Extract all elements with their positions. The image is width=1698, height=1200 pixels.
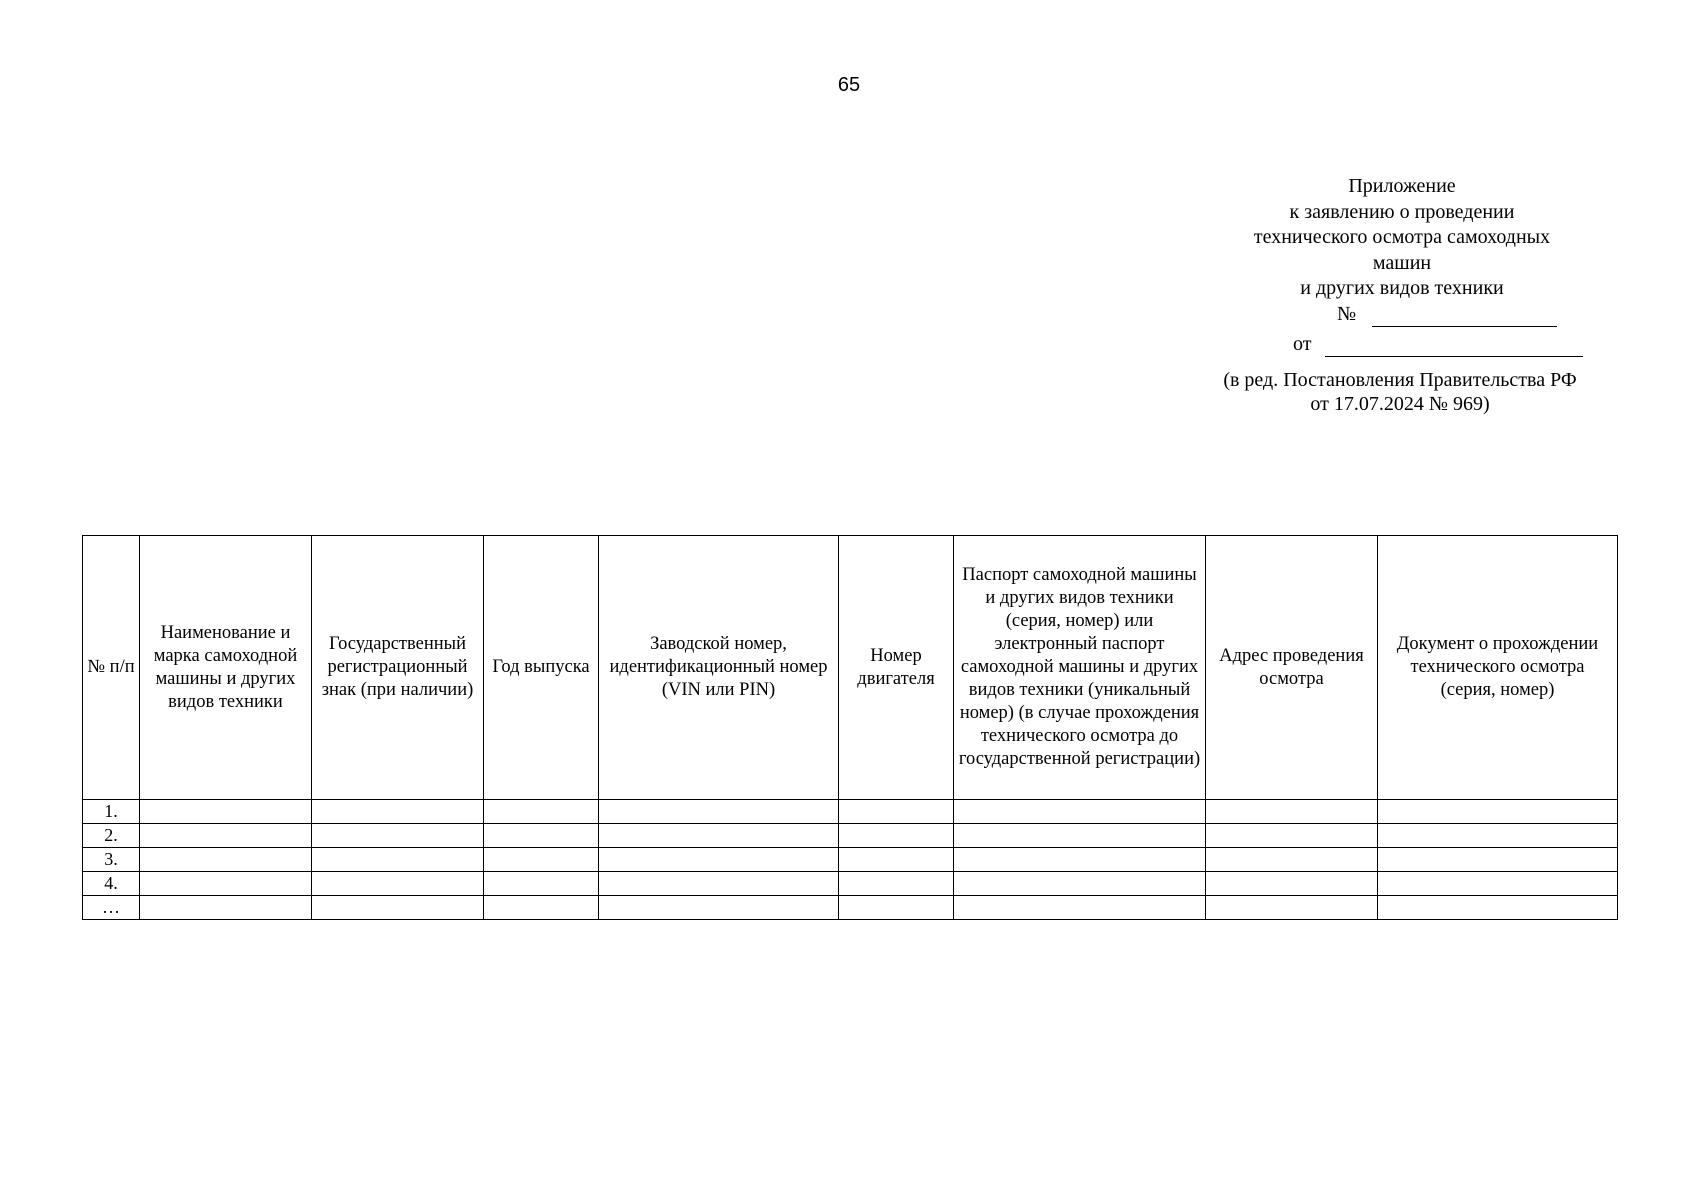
- table-cell[interactable]: [312, 872, 484, 896]
- date-label: от: [1293, 332, 1312, 355]
- table-cell[interactable]: [599, 848, 839, 872]
- table-cell[interactable]: [1206, 896, 1378, 920]
- row-number: 3.: [83, 848, 140, 872]
- table-cell[interactable]: [839, 896, 954, 920]
- edition-note-line-1: (в ред. Постановления Правительства РФ: [1223, 369, 1577, 391]
- table-cell[interactable]: [312, 848, 484, 872]
- table-cell[interactable]: [599, 800, 839, 824]
- table-cell[interactable]: [140, 848, 312, 872]
- header-factory-number: Заводской номер, идентификационный номер (VIN или PIN): [599, 536, 839, 800]
- header-year: Год выпуска: [484, 536, 599, 800]
- table-cell[interactable]: [1378, 896, 1618, 920]
- row-number: 1.: [83, 800, 140, 824]
- table-cell[interactable]: [140, 872, 312, 896]
- header-inspection-document: Документ о прохождении технического осмотра (серия, номер): [1378, 536, 1618, 800]
- table-cell[interactable]: [954, 848, 1206, 872]
- edition-note: [1208, 368, 1592, 416]
- table-cell[interactable]: [1378, 848, 1618, 872]
- table-cell[interactable]: [484, 848, 599, 872]
- number-label: №: [1337, 302, 1357, 325]
- table-row: [83, 848, 1618, 872]
- table-row: [83, 800, 1618, 824]
- header-registration-plate: Государственный регистрационный знак (при наличии): [312, 536, 484, 800]
- table-header-row: [83, 536, 1618, 800]
- table-cell[interactable]: [1206, 848, 1378, 872]
- table-cell[interactable]: [484, 824, 599, 848]
- table-cell[interactable]: [1378, 800, 1618, 824]
- row-number: 2.: [83, 824, 140, 848]
- edition-note-line-2: от 17.07.2024 № 969): [1310, 393, 1490, 415]
- table-cell[interactable]: [839, 848, 954, 872]
- header-engine-number: Номер двигателя: [839, 536, 954, 800]
- table-cell[interactable]: [312, 824, 484, 848]
- table-cell[interactable]: [140, 896, 312, 920]
- appendix-line-4: машин: [1372, 251, 1432, 274]
- table-cell[interactable]: [599, 872, 839, 896]
- table-cell[interactable]: [599, 824, 839, 848]
- appendix-date-field: [1212, 332, 1592, 362]
- table-cell[interactable]: [954, 800, 1206, 824]
- table-cell[interactable]: [954, 872, 1206, 896]
- table-cell[interactable]: [484, 800, 599, 824]
- header-inspection-address: Адрес проведения осмотра: [1206, 536, 1378, 800]
- table-cell[interactable]: [140, 800, 312, 824]
- header-vehicle-name: Наименование и марка самоходной машины и других видов техники: [140, 536, 312, 800]
- table-cell[interactable]: [1206, 824, 1378, 848]
- table-row: [83, 872, 1618, 896]
- appendix-line-5: и других видов техники: [1300, 277, 1504, 299]
- header-number: № п/п: [83, 536, 140, 800]
- number-underline: [1372, 326, 1557, 327]
- appendix-title: Приложение: [1348, 175, 1456, 197]
- table-cell[interactable]: [1206, 800, 1378, 824]
- table-cell[interactable]: [599, 896, 839, 920]
- table-cell[interactable]: [839, 824, 954, 848]
- table-cell[interactable]: [954, 896, 1206, 920]
- date-underline: [1325, 356, 1583, 357]
- table-cell[interactable]: [1206, 872, 1378, 896]
- row-number: …: [83, 896, 140, 920]
- table-cell[interactable]: [954, 824, 1206, 848]
- table-cell[interactable]: [140, 824, 312, 848]
- appendix-line-2: к заявлению о проведении: [1289, 200, 1515, 223]
- table-cell[interactable]: [839, 872, 954, 896]
- table-cell[interactable]: [839, 800, 954, 824]
- appendix-number-field: [1212, 302, 1592, 332]
- row-number: 4.: [83, 872, 140, 896]
- header-passport: Паспорт самоходной машины и других видов техники (серия, номер) или электронный паспорт самоходной машины и других видов техники (уникальный номер) (в случае прохождения технического осмотра до государственной регистрации): [954, 536, 1206, 800]
- table-row: [83, 896, 1618, 920]
- table-cell[interactable]: [1378, 872, 1618, 896]
- table-cell[interactable]: [312, 800, 484, 824]
- table-cell[interactable]: [1378, 824, 1618, 848]
- table-cell[interactable]: [484, 872, 599, 896]
- appendix-line-3: технического осмотра самоходных: [1253, 226, 1551, 248]
- table-cell[interactable]: [484, 896, 599, 920]
- appendix-block: [1212, 174, 1592, 362]
- vehicle-registry-table: [82, 535, 1618, 920]
- table-cell[interactable]: [312, 896, 484, 920]
- page-number: 65: [837, 74, 861, 96]
- table-row: [83, 824, 1618, 848]
